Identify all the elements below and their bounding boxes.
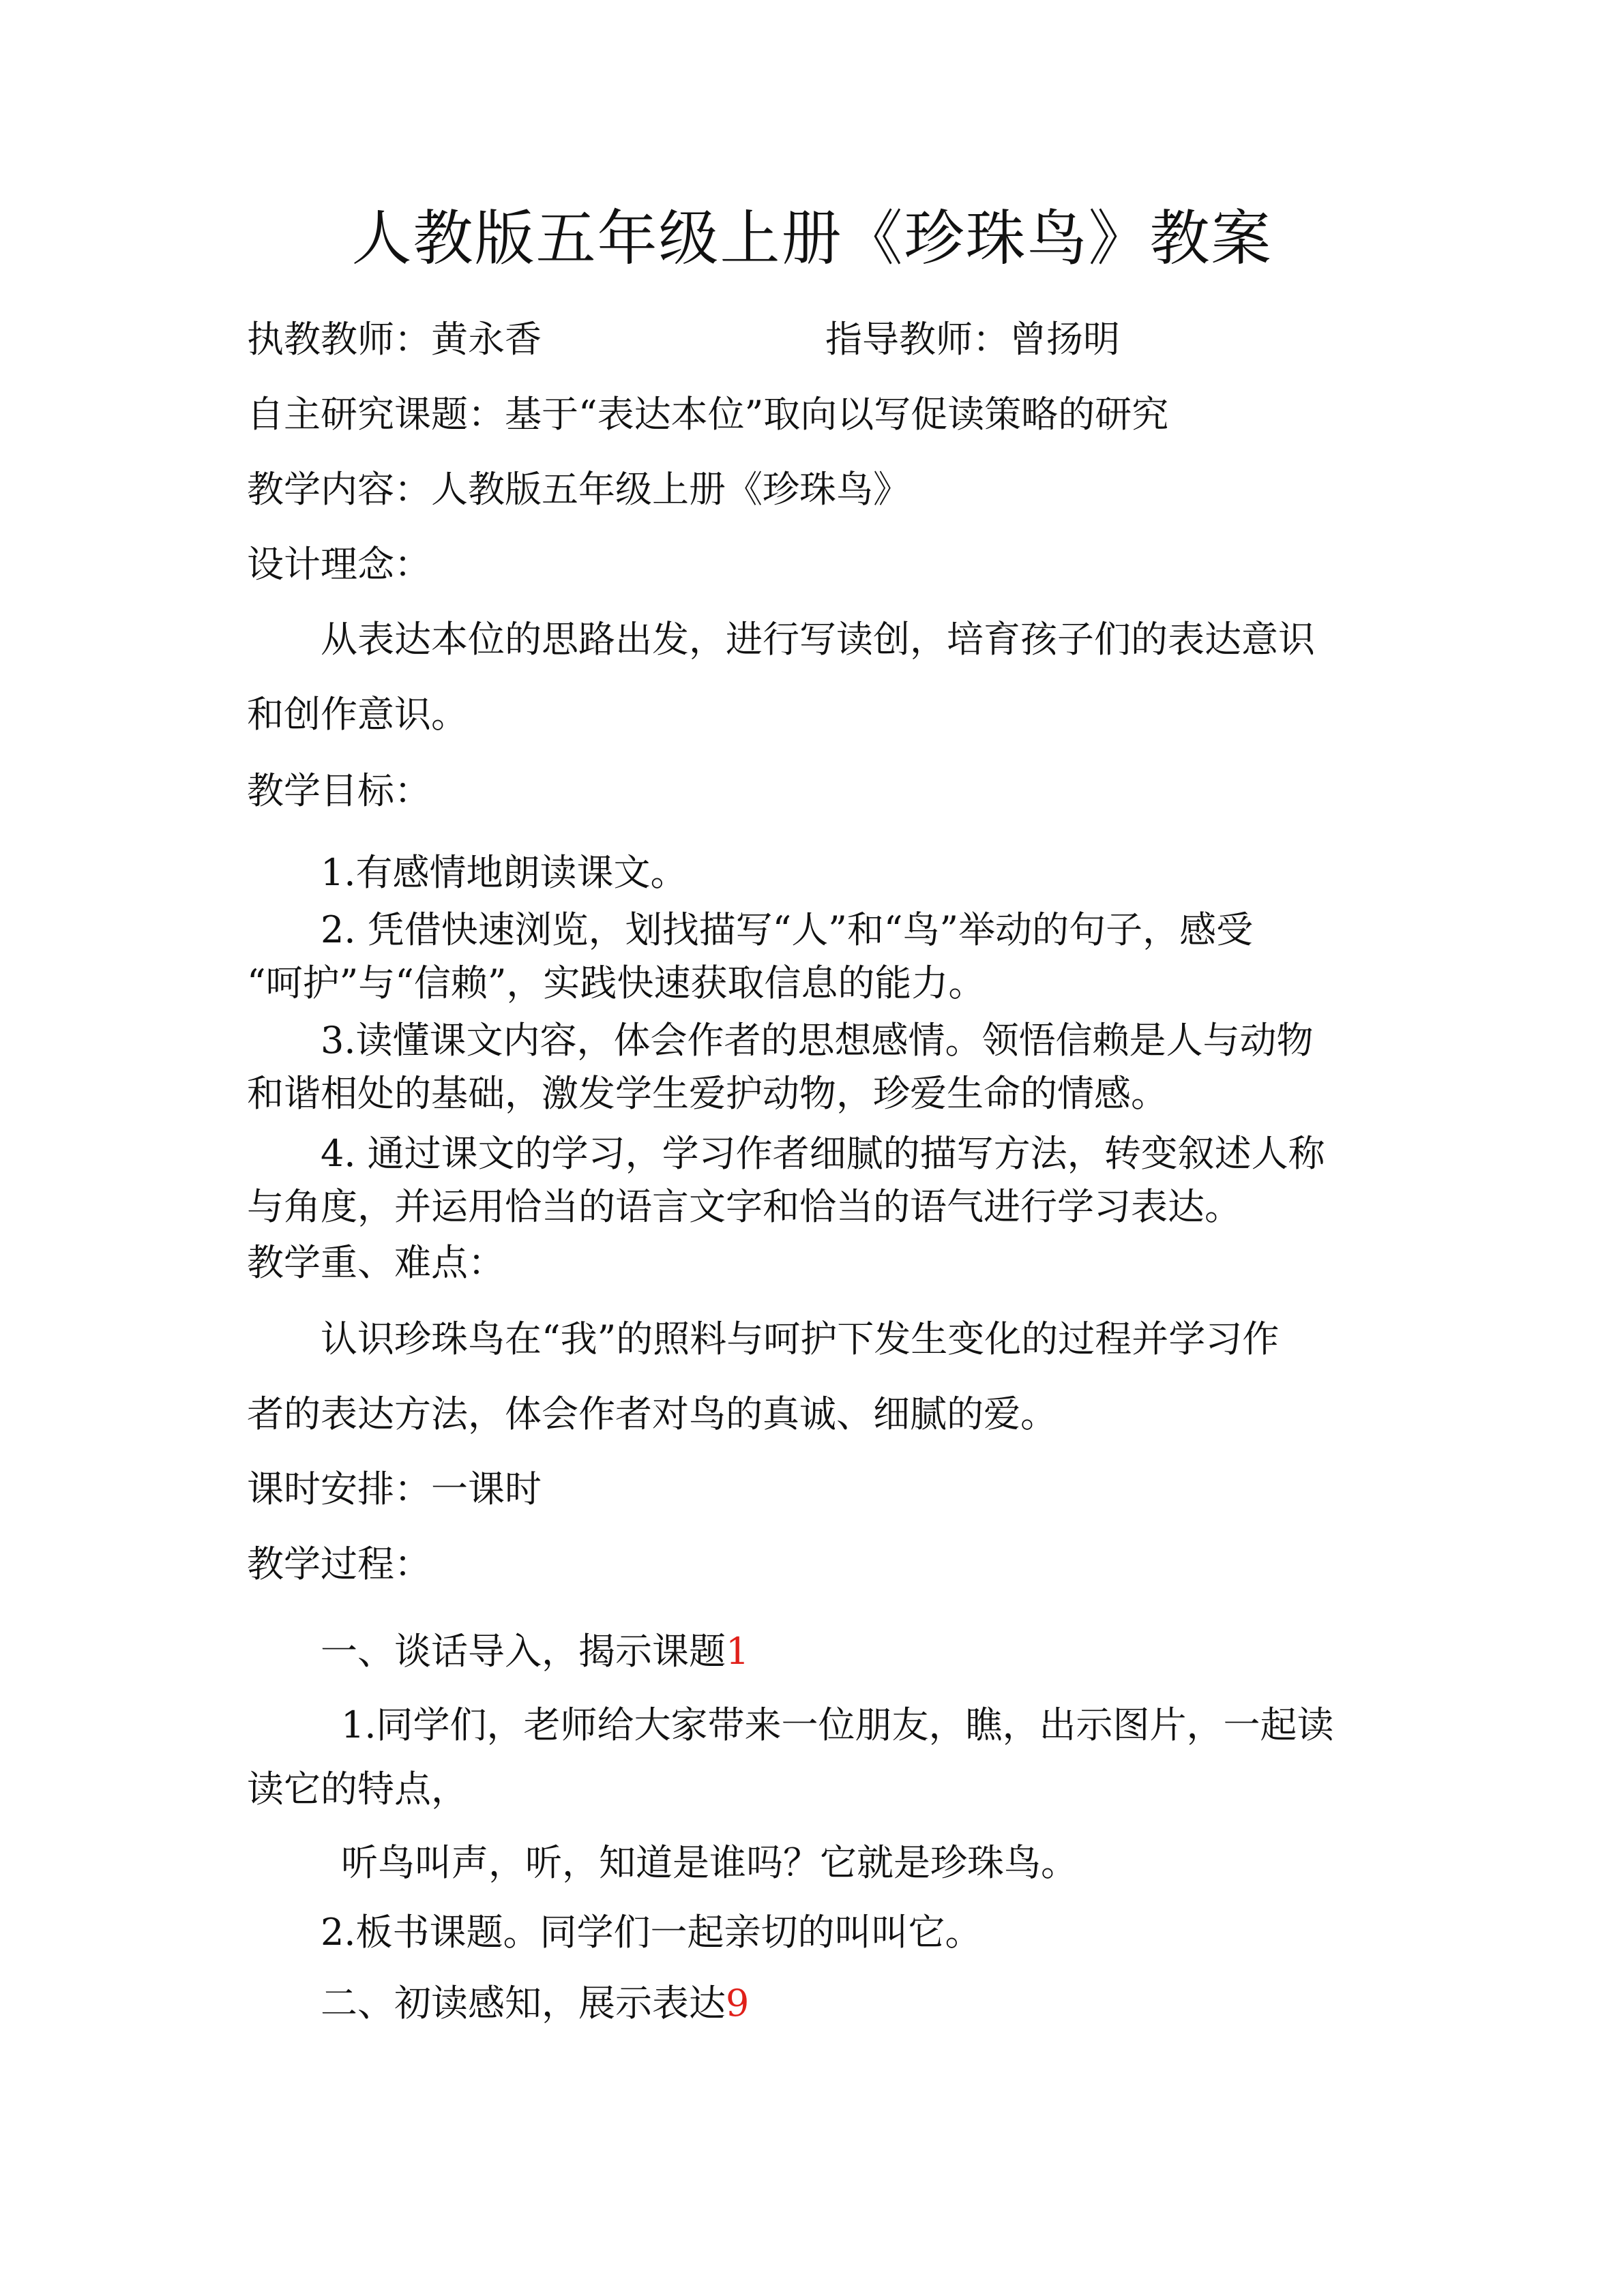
objective-item: 1.有感情地朗读课文。 [321, 851, 688, 894]
section-heading-text: 一、谈话导入，揭示课题 [321, 1630, 726, 1673]
design-paragraph-line: 从表达本位的思路出发，进行写读创，培育孩子们的表达意识 [321, 618, 1315, 661]
objective-item: “呵护”与“信赖”，实践快速获取信息的能力。 [247, 961, 986, 1004]
objectives-heading: 教学目标： [247, 769, 431, 812]
objective-item: 4. 通过课文的学习，学习作者细腻的描写方法，转变叙述人称 [321, 1132, 1325, 1175]
design-paragraph-line: 和创作意识。 [247, 693, 468, 736]
section-heading [321, 1630, 749, 1673]
process-step: 听鸟叫声，听，知道是谁吗？它就是珍珠鸟。 [341, 1841, 1078, 1884]
research-topic-line: 自主研究课题：基于“表达本位”取向以写促读策略的研究 [247, 393, 1169, 436]
teaching-content-line: 教学内容：人教版五年级上册《珍珠鸟》 [247, 468, 910, 511]
section-heading-number: 1 [726, 1630, 750, 1673]
key-points-heading: 教学重、难点： [247, 1241, 505, 1284]
section-heading [321, 1982, 749, 2025]
objective-item: 与角度，并运用恰当的语言文字和恰当的语气进行学习表达。 [247, 1185, 1241, 1228]
objective-item: 和谐相处的基础，激发学生爱护动物，珍爱生命的情感。 [247, 1072, 1168, 1115]
section-heading-text: 二、初读感知，展示表达 [321, 1982, 726, 2025]
document-title: 人教版五年级上册《珍珠鸟》教案 [351, 203, 1273, 273]
section-heading-number: 9 [726, 1982, 750, 2025]
objective-item: 2. 凭借快速浏览，划找描写“人”和“鸟”举动的句子，感受 [321, 908, 1254, 951]
advisor-line: 指导教师：曾扬明 [825, 318, 1120, 361]
key-points-line: 者的表达方法，体会作者对鸟的真诚、细腻的爱。 [247, 1392, 1057, 1435]
objective-item: 3.读懂课文内容，体会作者的思想感情。领悟信赖是人与动物 [321, 1019, 1314, 1062]
design-heading: 设计理念： [247, 543, 431, 586]
process-step: 读它的特点， [247, 1768, 468, 1810]
process-heading: 教学过程： [247, 1542, 431, 1585]
schedule-line: 课时安排：一课时 [247, 1467, 542, 1510]
process-step: 1.同学们，老师给大家带来一位朋友，瞧，出示图片，一起读 [341, 1703, 1334, 1746]
process-step: 2.板书课题。同学们一起亲切的叫叫它。 [321, 1911, 982, 1954]
teacher-line: 执教教师：黄永香 [247, 318, 542, 361]
key-points-line: 认识珍珠鸟在“我”的照料与呵护下发生变化的过程并学习作 [321, 1317, 1280, 1360]
